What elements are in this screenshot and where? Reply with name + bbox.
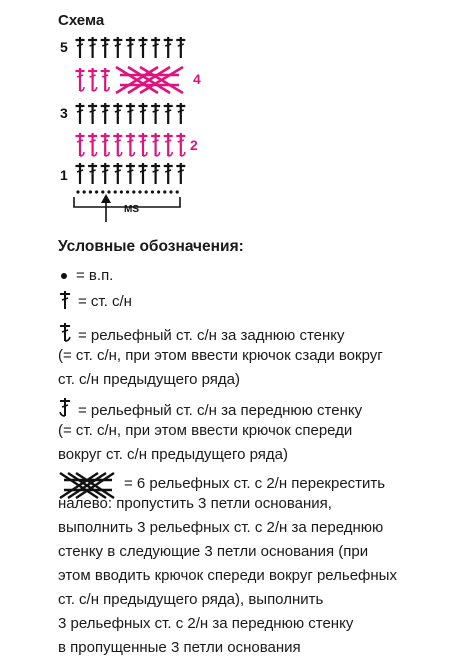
legend-text-line: выполнить 3 рельефных ст. с 2/н за переднюю [58, 519, 384, 536]
post-dc-symbol [113, 133, 122, 156]
cross-cable-symbol [116, 67, 183, 93]
chain-dot [151, 190, 154, 193]
dc-symbol [88, 37, 97, 58]
dc-symbol [164, 103, 173, 124]
dc-icon [58, 290, 72, 310]
legend-item-cross-cable: = 6 рельефных ст. с 2/н перекрестить [58, 470, 385, 500]
dc-symbol [151, 37, 160, 58]
post-dc-symbol [139, 133, 148, 156]
dc-symbol [88, 103, 97, 124]
legend-text-line: стенку в следующие 3 петли основания (при [58, 543, 369, 560]
dc-symbol [88, 163, 97, 184]
post-dc-symbol [151, 133, 160, 156]
dc-symbol [164, 163, 173, 184]
legend-text-line: ст. с/н предыдущего ряда), выполнить [58, 591, 324, 608]
legend-heading: Условные обозначения: [58, 238, 244, 255]
dc-symbol [76, 163, 85, 184]
dc-symbol [151, 163, 160, 184]
dc-symbol [139, 37, 148, 58]
chain-dot [138, 190, 141, 193]
diagram-title: Схема [58, 12, 105, 29]
chain-dot [114, 190, 117, 193]
crochet-chart [0, 0, 470, 235]
dc-symbol [113, 163, 122, 184]
chain-dot [126, 190, 129, 193]
dc-symbol [126, 37, 135, 58]
dc-symbol [176, 163, 185, 184]
legend-item-front-post-dc: = рельефный ст. с/н за переднюю стенку [58, 397, 362, 420]
dc-symbol [76, 103, 85, 124]
row-number-1: 1 [60, 167, 68, 183]
dot-icon [61, 273, 67, 279]
dc-symbol [113, 103, 122, 124]
row-number-4: 4 [193, 71, 201, 87]
dc-symbol [139, 103, 148, 124]
legend-text-line: вокруг ст. с/н предыдущего ряда) [58, 446, 288, 463]
post-dc-symbol [88, 68, 97, 91]
chain-row [76, 190, 178, 193]
legend-text-line: в пропущенные 3 петли основания [58, 639, 301, 656]
legend-text-line: 3 рельефных ст. с 2/н за переднюю стенку [58, 615, 354, 632]
dc-symbol [176, 37, 185, 58]
dc-symbol [76, 37, 85, 58]
front-post-dc-icon [58, 397, 72, 419]
chain-dot [83, 190, 86, 193]
chain-dot [132, 190, 135, 193]
dc-symbol [151, 103, 160, 124]
row-number-5: 5 [60, 39, 68, 55]
chain-dot [145, 190, 148, 193]
chain-dot [76, 190, 79, 193]
chain-dot [157, 190, 160, 193]
post-dc-symbol [76, 133, 85, 156]
legend-text-line: этом вводить крючок спереди вокруг рельефных [58, 567, 397, 584]
dc-symbol [101, 163, 110, 184]
legend-text-line: (= ст. с/н, при этом ввести крючок спереди [58, 422, 353, 439]
post-dc-symbol [164, 133, 173, 156]
chain-dot [169, 190, 172, 193]
chain-dot [101, 190, 104, 193]
dc-symbol [113, 37, 122, 58]
post-dc-symbol [101, 133, 110, 156]
legend-item-dc: = ст. с/н [58, 290, 132, 311]
dc-symbol [164, 37, 173, 58]
dc-symbol [101, 103, 110, 124]
back-post-dc-icon [58, 322, 72, 344]
row-number-3: 3 [60, 105, 68, 121]
post-dc-symbol [76, 68, 85, 91]
post-dc-symbol [88, 133, 97, 156]
dc-symbol [139, 163, 148, 184]
ms-label: MS [124, 204, 139, 215]
legend-item-chain: = в.п. [58, 266, 113, 285]
post-dc-symbol [101, 68, 110, 91]
chain-dot [120, 190, 123, 193]
chain-dot [163, 190, 166, 193]
row-number-2: 2 [190, 137, 198, 153]
chain-dot [176, 190, 179, 193]
dc-symbol [126, 103, 135, 124]
post-dc-symbol [126, 133, 135, 156]
chain-dot [89, 190, 92, 193]
legend-text-line: (= ст. с/н, при этом ввести крючок сзади вокруг [58, 347, 383, 364]
chain-dot [107, 190, 110, 193]
dc-symbol [101, 37, 110, 58]
chain-dot [95, 190, 98, 193]
dc-symbol [176, 103, 185, 124]
post-dc-symbol [176, 133, 185, 156]
legend-text-line: ст. с/н предыдущего ряда) [58, 371, 240, 388]
dc-symbol [126, 163, 135, 184]
legend-text-line: налево: пропустить 3 петли основания, [58, 495, 332, 512]
legend-item-back-post-dc: = рельефный ст. с/н за заднюю стенку [58, 322, 345, 345]
